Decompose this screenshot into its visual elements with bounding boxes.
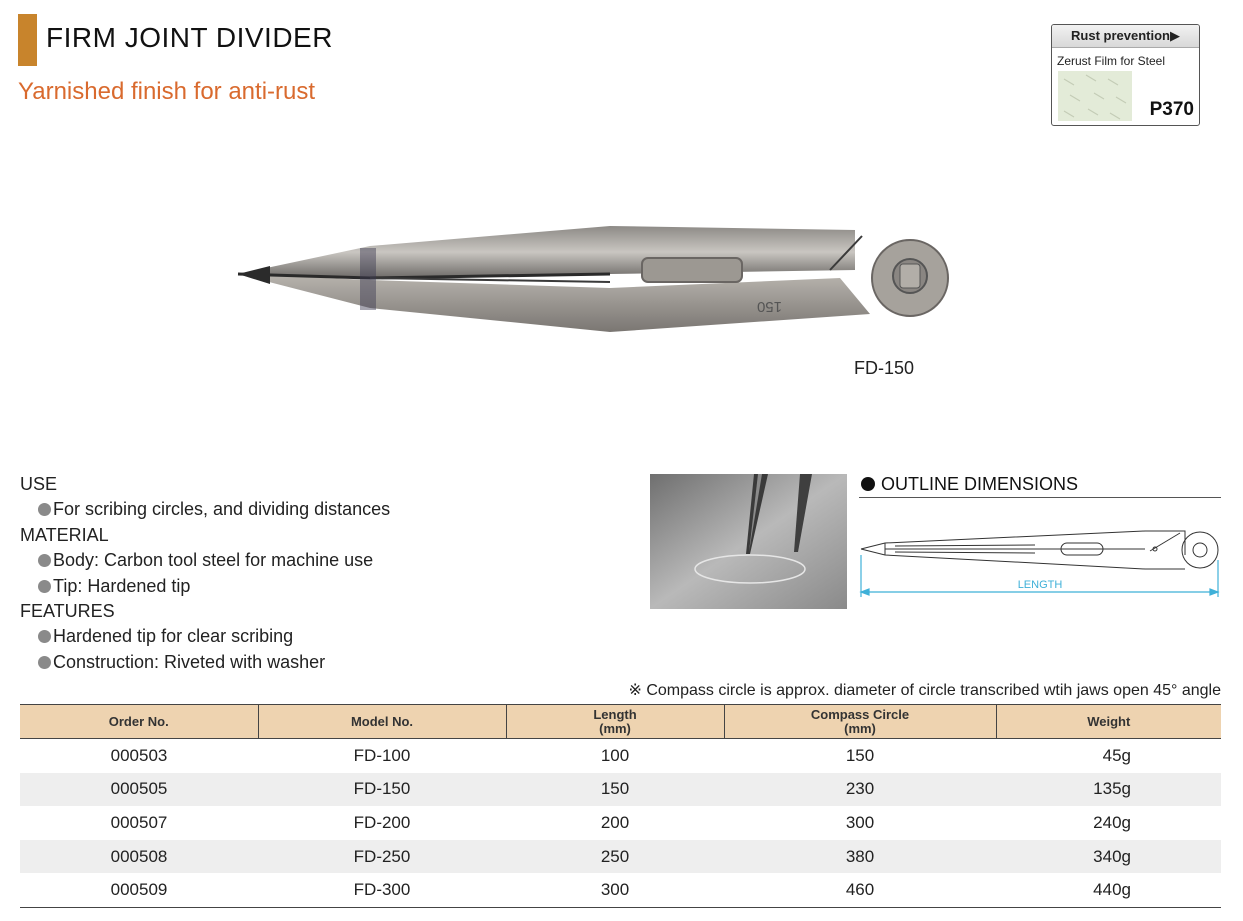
bullet-icon (38, 554, 51, 567)
table-row (20, 739, 1221, 773)
features-item (20, 624, 390, 649)
compass-header-unit: (mm) (844, 720, 876, 736)
order-cell: 000503 (110, 745, 168, 765)
compass-cell: 230 (724, 773, 996, 807)
weight-cell: 340g (996, 840, 1221, 874)
order-cell: 000505 (20, 773, 258, 807)
usage-photo (650, 474, 847, 609)
length-cell: 200 (600, 812, 630, 832)
length-cell: 250 (506, 840, 724, 874)
outline-dimensions-drawing (855, 515, 1225, 605)
spec-section (20, 472, 390, 675)
table-header-row (20, 705, 1221, 739)
column-header-length (506, 705, 724, 739)
features-item (20, 650, 390, 675)
compass-cell: 380 (724, 840, 996, 874)
bullet-icon (861, 477, 875, 491)
model-cell: FD-250 (258, 840, 506, 874)
bullet-icon (38, 580, 51, 593)
order-cell: 000507 (110, 812, 168, 832)
length-label: LENGTH (1017, 579, 1063, 591)
column-header-compass (724, 705, 996, 739)
model-cell: FD-300 (258, 873, 506, 907)
use-item (20, 497, 390, 522)
model-cell: FD-100 (353, 745, 411, 765)
compass-cell: 300 (845, 812, 875, 832)
compass-cell: 150 (845, 745, 875, 765)
product-image-caption: FD-150 (854, 358, 915, 378)
specs-table (20, 704, 1221, 908)
rust-prevention-heading[interactable]: Rust prevention▶ (1052, 25, 1199, 48)
features-item-text: Construction: Riveted with washer (53, 651, 326, 672)
compass-circle-note: ※ Compass circle is approx. diameter of circle transcribed wtih jaws open 45° angle (628, 682, 1221, 699)
features-item-text: Hardened tip for clear scribing (53, 626, 294, 647)
column-header-weight: Weight (996, 705, 1221, 739)
length-cell: 100 (600, 745, 630, 765)
weight-cell: 440g (996, 873, 1221, 907)
length-cell: 150 (506, 773, 724, 807)
material-item (20, 548, 390, 573)
divider-engraving: 150 (756, 298, 782, 315)
model-cell: FD-150 (258, 773, 506, 807)
page-subtitle: Yarnished finish for anti-rust (18, 78, 316, 105)
compass-header-text: Compass Circle (810, 706, 910, 722)
bullet-icon (38, 503, 51, 516)
length-header-unit: (mm) (599, 720, 631, 736)
outline-rule (859, 497, 1221, 498)
divider-product-image (230, 218, 960, 348)
length-header-text: Length (593, 706, 637, 722)
rust-page-ref: P370 (1149, 99, 1194, 120)
weight-cell: 240g (1093, 812, 1131, 832)
table-row (20, 773, 1221, 807)
zerust-film-swatch (1058, 71, 1132, 121)
bullet-icon (38, 656, 51, 669)
outline-title-text: OUTLINE DIMENSIONS (881, 474, 1079, 494)
rust-product-name: Zerust Film for Steel (1057, 54, 1166, 68)
material-item (20, 574, 390, 599)
column-header-model: Model No. (258, 705, 506, 739)
weight-cell: 45g (1102, 745, 1131, 765)
model-cell: FD-200 (353, 812, 411, 832)
bullet-icon (38, 630, 51, 643)
order-cell: 000508 (20, 840, 258, 874)
material-item-text: Tip: Hardened tip (53, 575, 191, 596)
compass-cell: 460 (724, 873, 996, 907)
table-row (20, 806, 1221, 840)
order-cell: 000509 (20, 873, 258, 907)
features-heading: FEATURES (20, 601, 115, 622)
table-row (20, 873, 1221, 907)
material-item-text: Body: Carbon tool steel for machine use (53, 550, 374, 571)
weight-cell: 135g (996, 773, 1221, 807)
material-heading: MATERIAL (20, 524, 109, 545)
use-heading: USE (20, 474, 58, 494)
table-row (20, 840, 1221, 874)
page-title: FIRM JOINT DIVIDER (46, 22, 333, 53)
column-header-order: Order No. (20, 705, 258, 739)
use-item-text: For scribing circles, and dividing distances (53, 499, 391, 520)
title-accent-bar (18, 14, 37, 66)
rust-prevention-box[interactable] (1051, 24, 1200, 126)
outline-dimensions-title (861, 474, 1078, 495)
length-cell: 300 (506, 873, 724, 907)
